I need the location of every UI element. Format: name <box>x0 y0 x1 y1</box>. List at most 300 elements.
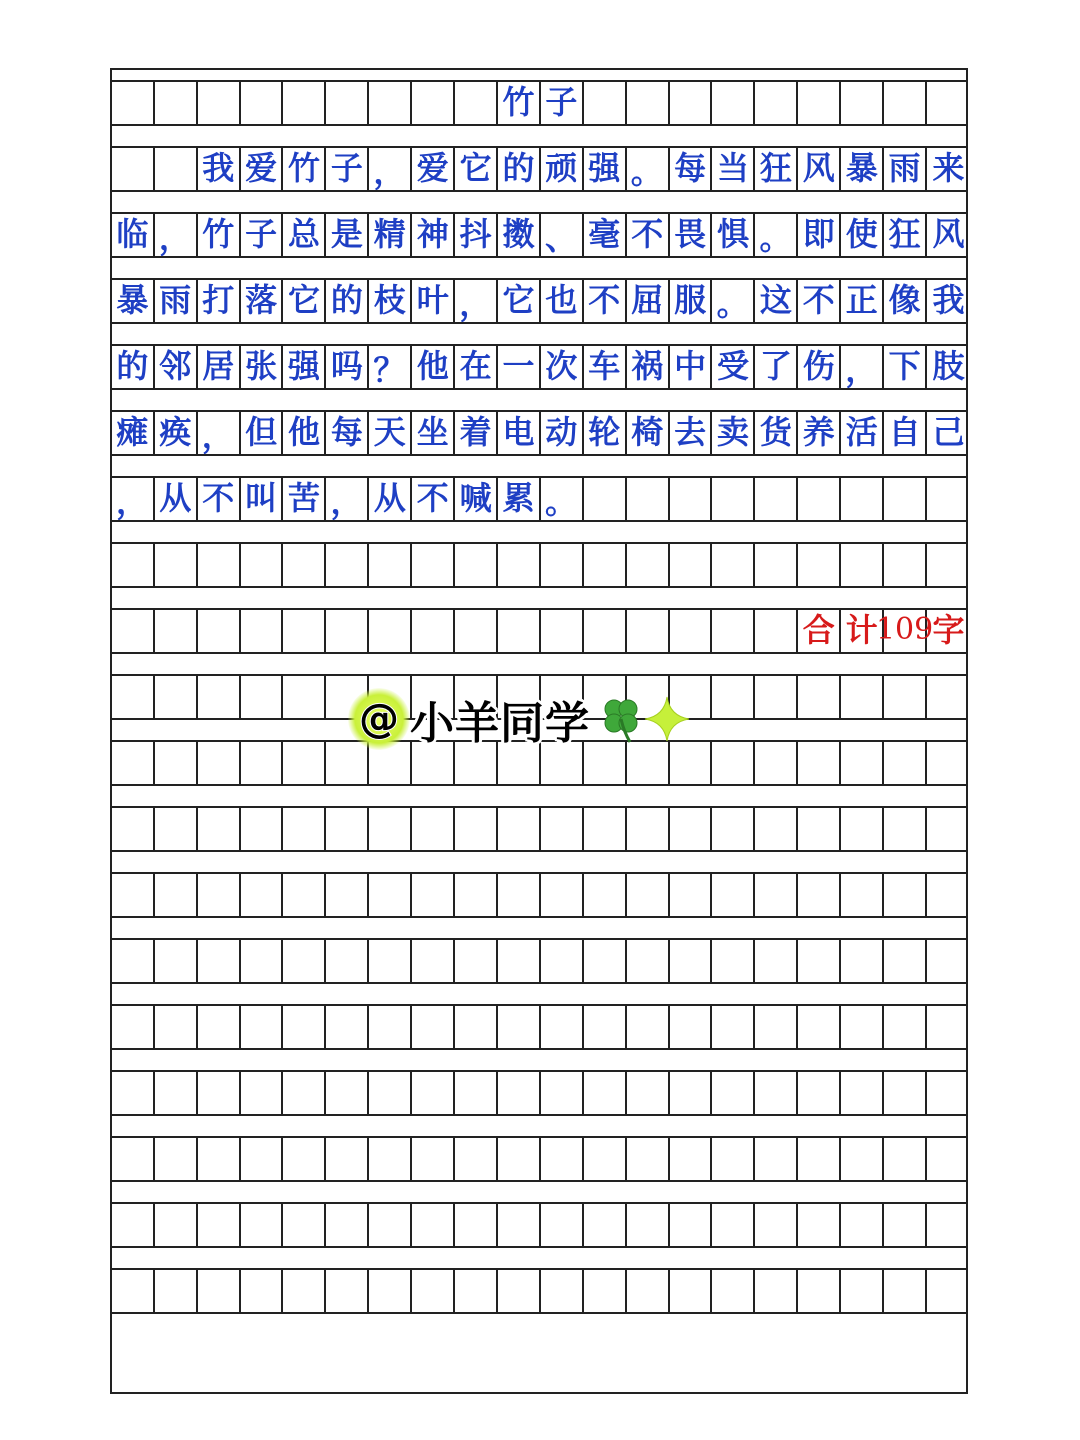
grid-cell: 顽 <box>541 146 584 190</box>
grid-cell: 活 <box>841 410 884 454</box>
grid-cell <box>455 1136 498 1180</box>
grid-cell: 也 <box>541 278 584 322</box>
grid-cell <box>627 872 670 916</box>
grid-rule <box>112 1114 966 1116</box>
grid-cell <box>327 608 370 652</box>
grid-row <box>112 872 966 916</box>
document-title-char: 子 <box>541 80 584 124</box>
word-count-char: 109 <box>884 608 927 652</box>
grid-cell <box>884 806 927 850</box>
grid-cell <box>670 608 713 652</box>
grid-cell <box>884 740 927 784</box>
grid-row <box>112 1268 966 1312</box>
grid-cell <box>455 938 498 982</box>
grid-cell <box>155 740 198 784</box>
grid-cell <box>241 1268 284 1312</box>
grid-rule <box>112 322 966 324</box>
grid-cell <box>670 806 713 850</box>
grid-cell <box>841 1070 884 1114</box>
grid-cell <box>498 1004 541 1048</box>
grid-cell <box>498 1070 541 1114</box>
grid-cell <box>155 1202 198 1246</box>
grid-cell <box>198 1268 241 1312</box>
grid-cell: 。 <box>541 476 584 520</box>
grid-cell: 养 <box>798 410 841 454</box>
grid-cell <box>884 542 927 586</box>
grid-cell: 他 <box>284 410 327 454</box>
grid-cell <box>927 806 970 850</box>
grid-cell <box>155 608 198 652</box>
grid-cell: 我 <box>932 281 965 319</box>
grid-cell: 祸 <box>627 344 670 388</box>
grid-cell <box>155 674 198 718</box>
grid-cell <box>841 1268 884 1312</box>
grid-cell: 在 <box>455 344 498 388</box>
grid-cell <box>241 80 284 124</box>
grid-cell: 强 <box>584 146 627 190</box>
grid-cell <box>198 1070 241 1114</box>
grid-cell <box>713 476 756 520</box>
grid-cell <box>541 1004 584 1048</box>
grid-cell: ， <box>455 278 498 322</box>
grid-cell <box>198 872 241 916</box>
grid-cell <box>841 476 884 520</box>
grid-cell <box>241 806 284 850</box>
grid-cell <box>284 1268 327 1312</box>
grid-cell <box>584 80 627 124</box>
grid-cell <box>412 1202 455 1246</box>
grid-cell <box>198 1004 241 1048</box>
grid-cell <box>369 806 412 850</box>
grid-cell <box>798 542 841 586</box>
grid-cell <box>584 1070 627 1114</box>
grid-cell <box>241 542 284 586</box>
grid-cell: 累 <box>498 476 541 520</box>
grid-row <box>112 80 966 124</box>
at-sign: @ <box>359 696 399 742</box>
grid-cell <box>670 80 713 124</box>
grid-cell <box>927 80 970 124</box>
grid-cell <box>241 608 284 652</box>
grid-cell <box>284 740 327 784</box>
grid-cell: ？ <box>369 344 412 388</box>
grid-cell <box>798 938 841 982</box>
grid-cell: 动 <box>541 410 584 454</box>
grid-cell <box>584 872 627 916</box>
grid-cell <box>713 1070 756 1114</box>
grid-cell <box>670 1136 713 1180</box>
grid-cell <box>327 1202 370 1246</box>
grid-cell: 竹 <box>284 146 327 190</box>
grid-cell: 暴 <box>841 146 884 190</box>
grid-cell <box>627 1202 670 1246</box>
grid-cell: 不 <box>798 278 841 322</box>
grid-cell <box>198 542 241 586</box>
grid-cell <box>713 542 756 586</box>
grid-cell <box>412 80 455 124</box>
grid-cell <box>455 608 498 652</box>
grid-cell <box>841 542 884 586</box>
grid-cell: ， <box>198 410 241 454</box>
grid-cell <box>112 80 155 124</box>
grid-cell <box>455 872 498 916</box>
grid-cell <box>155 1070 198 1114</box>
grid-cell <box>284 608 327 652</box>
grid-cell <box>713 1004 756 1048</box>
grid-rule <box>112 850 966 852</box>
grid-cell: 狂 <box>884 212 927 256</box>
grid-cell: 电 <box>498 410 541 454</box>
grid-cell <box>627 1004 670 1048</box>
grid-row <box>112 476 966 520</box>
grid-cell: ， <box>369 146 412 190</box>
grid-cell <box>884 476 927 520</box>
grid-cell <box>584 542 627 586</box>
grid-cell <box>756 1202 799 1246</box>
grid-cell: 强 <box>284 344 327 388</box>
grid-cell <box>327 80 370 124</box>
grid-cell <box>412 608 455 652</box>
grid-cell: 吗 <box>327 344 370 388</box>
grid-cell: 是 <box>327 212 370 256</box>
grid-cell <box>198 674 241 718</box>
grid-cell: 毫 <box>584 212 627 256</box>
grid-cell <box>284 674 327 718</box>
grid-cell <box>241 1202 284 1246</box>
grid-cell <box>798 476 841 520</box>
grid-cell: 神 <box>412 212 455 256</box>
grid-cell <box>670 872 713 916</box>
grid-cell: 痪 <box>155 410 198 454</box>
grid-cell <box>541 1202 584 1246</box>
grid-cell <box>455 80 498 124</box>
grid-rule <box>112 652 966 654</box>
grid-cell: 即 <box>798 212 841 256</box>
grid-cell <box>412 1070 455 1114</box>
grid-cell <box>198 608 241 652</box>
grid-cell: 一 <box>498 344 541 388</box>
grid-cell <box>112 1136 155 1180</box>
grid-cell <box>841 1202 884 1246</box>
grid-cell <box>284 1070 327 1114</box>
grid-cell: 肢 <box>932 347 965 385</box>
grid-row <box>112 806 966 850</box>
grid-cell <box>841 740 884 784</box>
grid-cell <box>369 542 412 586</box>
grid-cell: ， <box>841 344 884 388</box>
grid-cell <box>327 938 370 982</box>
grid-cell <box>713 608 756 652</box>
grid-cell: 畏 <box>670 212 713 256</box>
grid-rule <box>112 1312 966 1314</box>
grid-cell <box>369 80 412 124</box>
grid-row <box>112 938 966 982</box>
grid-cell: 瘫 <box>112 410 155 454</box>
grid-cell <box>241 1004 284 1048</box>
grid-cell <box>584 1004 627 1048</box>
grid-cell <box>112 542 155 586</box>
grid-cell <box>798 872 841 916</box>
grid-cell: 的 <box>327 278 370 322</box>
grid-cell: 去 <box>670 410 713 454</box>
grid-cell: 竹 <box>198 212 241 256</box>
grid-cell: 天 <box>369 410 412 454</box>
grid-cell: 椅 <box>627 410 670 454</box>
grid-cell <box>841 80 884 124</box>
grid-cell <box>841 1136 884 1180</box>
grid-cell <box>412 1136 455 1180</box>
grid-cell <box>327 1268 370 1312</box>
grid-row <box>112 212 966 256</box>
grid-cell <box>112 146 155 190</box>
grid-cell: 不 <box>198 476 241 520</box>
grid-cell <box>112 608 155 652</box>
grid-cell <box>327 1070 370 1114</box>
grid-cell <box>541 608 584 652</box>
grid-cell: 。 <box>756 212 799 256</box>
grid-cell: 擞 <box>498 212 541 256</box>
grid-cell <box>713 1268 756 1312</box>
grid-cell <box>927 1070 970 1114</box>
grid-cell <box>112 740 155 784</box>
grid-cell <box>713 1202 756 1246</box>
word-count-char: 合 <box>798 608 841 652</box>
grid-cell <box>155 938 198 982</box>
grid-cell <box>841 1004 884 1048</box>
grid-cell: ， <box>155 212 198 256</box>
grid-cell <box>584 1268 627 1312</box>
grid-cell <box>241 674 284 718</box>
grid-cell: 来 <box>932 149 965 187</box>
grid-cell: 打 <box>198 278 241 322</box>
grid-cell <box>155 1004 198 1048</box>
grid-cell: 受 <box>713 344 756 388</box>
grid-cell: 每 <box>670 146 713 190</box>
grid-row <box>112 1004 966 1048</box>
grid-row <box>112 278 966 322</box>
grid-cell <box>627 80 670 124</box>
grid-cell <box>627 476 670 520</box>
grid-cell <box>498 542 541 586</box>
grid-cell: 像 <box>884 278 927 322</box>
grid-cell <box>112 872 155 916</box>
grid-cell <box>369 872 412 916</box>
grid-cell <box>670 1202 713 1246</box>
grid-row <box>112 1136 966 1180</box>
grid-cell <box>756 1136 799 1180</box>
author-name: 小羊同学 <box>410 698 590 749</box>
grid-cell <box>713 872 756 916</box>
grid-cell <box>927 740 970 784</box>
grid-cell <box>112 1202 155 1246</box>
grid-cell <box>756 674 799 718</box>
grid-cell: 不 <box>627 212 670 256</box>
grid-cell: 邻 <box>155 344 198 388</box>
grid-cell <box>756 1004 799 1048</box>
grid-cell <box>369 1136 412 1180</box>
grid-cell: 使 <box>841 212 884 256</box>
author-watermark <box>348 688 692 750</box>
grid-cell <box>884 938 927 982</box>
grid-cell <box>198 938 241 982</box>
grid-cell: 爱 <box>241 146 284 190</box>
grid-cell <box>627 1136 670 1180</box>
grid-cell <box>670 542 713 586</box>
grid-cell: 爱 <box>412 146 455 190</box>
grid-cell <box>198 1202 241 1246</box>
grid-cell: 从 <box>155 476 198 520</box>
grid-cell: 苦 <box>284 476 327 520</box>
grid-cell <box>756 608 799 652</box>
grid-cell <box>284 1004 327 1048</box>
grid-cell <box>798 80 841 124</box>
grid-cell <box>927 1268 970 1312</box>
grid-cell <box>241 938 284 982</box>
grid-cell <box>155 542 198 586</box>
grid-cell: 伤 <box>798 344 841 388</box>
grid-cell <box>713 674 756 718</box>
grid-cell <box>756 806 799 850</box>
sheet-top-rule <box>112 68 966 70</box>
grid-cell <box>541 1070 584 1114</box>
grid-cell <box>155 1268 198 1312</box>
grid-cell <box>584 938 627 982</box>
grid-cell <box>627 806 670 850</box>
grid-cell: 雨 <box>884 146 927 190</box>
grid-cell <box>541 872 584 916</box>
grid-cell: 居 <box>198 344 241 388</box>
grid-cell <box>369 1004 412 1048</box>
grid-cell <box>756 476 799 520</box>
grid-cell: 。 <box>713 278 756 322</box>
grid-cell <box>584 1202 627 1246</box>
grid-row <box>112 1070 966 1114</box>
grid-cell <box>756 542 799 586</box>
grid-cell <box>584 1136 627 1180</box>
grid-cell: 。 <box>627 146 670 190</box>
grid-cell: ， <box>112 476 155 520</box>
grid-rule <box>112 784 966 786</box>
grid-cell <box>455 806 498 850</box>
grid-cell <box>884 1070 927 1114</box>
grid-cell <box>756 80 799 124</box>
grid-cell: 次 <box>541 344 584 388</box>
grid-cell <box>927 674 970 718</box>
grid-cell: 了 <box>756 344 799 388</box>
grid-cell <box>713 740 756 784</box>
grid-cell <box>927 1202 970 1246</box>
grid-rule <box>112 1246 966 1248</box>
grid-row <box>112 410 966 454</box>
grid-cell: 下 <box>884 344 927 388</box>
document-title-char: 竹 <box>498 80 541 124</box>
grid-rule <box>112 256 966 258</box>
grid-row <box>112 608 966 652</box>
grid-cell <box>884 674 927 718</box>
grid-cell <box>798 1136 841 1180</box>
grid-cell <box>541 1268 584 1312</box>
grid-cell: 的 <box>112 344 155 388</box>
grid-cell <box>756 740 799 784</box>
grid-cell <box>841 806 884 850</box>
grid-rule <box>112 520 966 522</box>
grid-cell: 它 <box>498 278 541 322</box>
grid-cell: 坐 <box>412 410 455 454</box>
grid-cell <box>627 542 670 586</box>
grid-cell: 不 <box>412 476 455 520</box>
grid-cell <box>112 1004 155 1048</box>
grid-cell: 不 <box>584 278 627 322</box>
grid-cell: 子 <box>241 212 284 256</box>
grid-cell <box>627 1070 670 1114</box>
grid-cell <box>241 1136 284 1180</box>
grid-cell <box>584 806 627 850</box>
grid-cell <box>713 80 756 124</box>
grid-cell: 狂 <box>756 146 799 190</box>
grid-cell <box>241 872 284 916</box>
grid-cell <box>412 1004 455 1048</box>
grid-cell <box>713 806 756 850</box>
grid-cell: 我 <box>198 146 241 190</box>
grid-cell: 屈 <box>627 278 670 322</box>
grid-cell <box>756 1268 799 1312</box>
grid-row <box>112 1202 966 1246</box>
grid-cell <box>841 872 884 916</box>
grid-cell <box>155 806 198 850</box>
grid-cell <box>798 740 841 784</box>
grid-cell: 轮 <box>584 410 627 454</box>
grid-cell <box>327 1136 370 1180</box>
grid-rule <box>112 190 966 192</box>
grid-cell <box>155 1136 198 1180</box>
grid-cell <box>155 80 198 124</box>
grid-cell <box>884 80 927 124</box>
grid-cell <box>798 1202 841 1246</box>
grid-rule <box>112 454 966 456</box>
grid-cell: 风 <box>932 215 965 253</box>
grid-rule <box>112 1048 966 1050</box>
grid-cell <box>112 1070 155 1114</box>
grid-cell <box>155 872 198 916</box>
four-leaf-clover-icon <box>594 692 648 746</box>
grid-cell: 总 <box>284 212 327 256</box>
grid-rule <box>112 586 966 588</box>
grid-cell <box>756 872 799 916</box>
grid-cell <box>670 476 713 520</box>
grid-cell <box>369 938 412 982</box>
grid-cell <box>798 1070 841 1114</box>
grid-cell <box>841 938 884 982</box>
grid-cell <box>627 608 670 652</box>
grid-cell <box>412 872 455 916</box>
grid-cell <box>798 674 841 718</box>
grid-cell <box>112 938 155 982</box>
grid-cell: 子 <box>327 146 370 190</box>
grid-cell <box>670 1004 713 1048</box>
grid-cell <box>284 542 327 586</box>
grid-cell: 每 <box>327 410 370 454</box>
grid-cell <box>241 740 284 784</box>
grid-cell <box>455 542 498 586</box>
grid-cell <box>241 1070 284 1114</box>
grid-cell: 叶 <box>412 278 455 322</box>
grid-cell <box>327 806 370 850</box>
grid-cell <box>284 80 327 124</box>
grid-row <box>112 542 966 586</box>
grid-cell <box>284 938 327 982</box>
grid-cell <box>541 806 584 850</box>
grid-cell: 卖 <box>713 410 756 454</box>
